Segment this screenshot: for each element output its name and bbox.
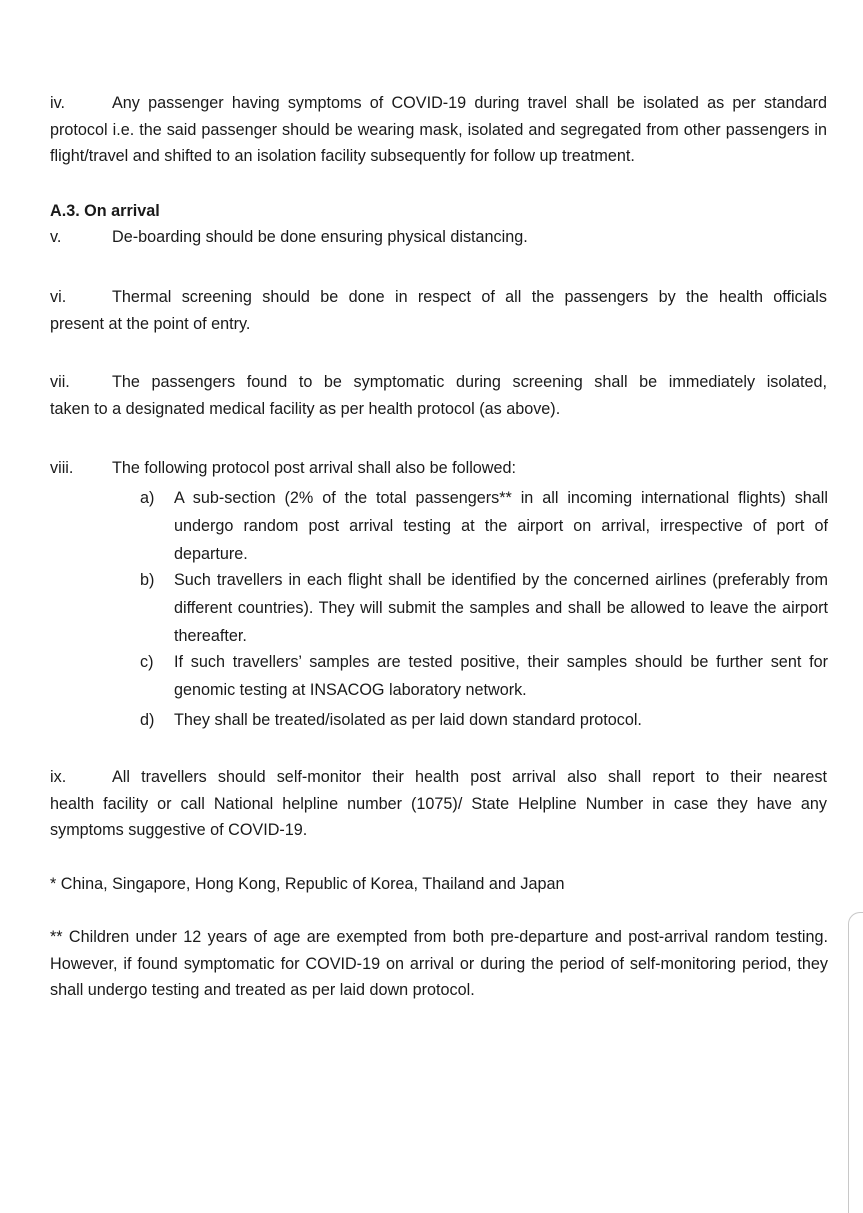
- item-first-line: The following protocol post arrival shall also be followed:: [112, 459, 516, 477]
- subitem-a: [140, 484, 828, 568]
- subitem-c: [140, 648, 828, 704]
- paragraph-v: [50, 224, 827, 251]
- item-first-line: Any passenger having symptoms of COVID-19 during travel shall be isolated as per standard: [112, 94, 827, 112]
- item-continuation: protocol i.e. the said passenger should be wearing mask, isolated and segregated from other passengers in flight/travel and shifted to an isolation facility subsequently for follow up treatment.: [50, 120, 827, 165]
- item-first-line: The passengers found to be symptomatic during screening shall be immediately isolated,: [112, 373, 827, 391]
- subitem-letter: b): [140, 571, 155, 589]
- paragraph-vi: [50, 284, 827, 337]
- item-number: viii.: [50, 459, 74, 477]
- footnote-double-star: ** Children under 12 years of age are exempted from both pre-departure and post-arrival random testing. However, if found symptomatic for COVID-19 on arrival or during the period of self-monitoring period, they shall undergo testing and treated as per laid down protocol.: [50, 928, 828, 999]
- item-number: iv.: [50, 94, 65, 112]
- subitem-letter: c): [140, 653, 154, 671]
- item-continuation: present at the point of entry.: [50, 314, 251, 333]
- subitem-text: A sub-section (2% of the total passengers** in all incoming international flights) shall undergo random post arrival testing at the airport on arrival, irrespective of port of departure.: [174, 489, 828, 563]
- subitem-text: Such travellers in each flight shall be identified by the concerned airlines (preferably from different countries). They will submit the samples and shall be allowed to leave the airport thereafter.: [174, 571, 828, 645]
- paragraph-viii: [50, 455, 827, 482]
- subitem-text: If such travellers’ samples are tested positive, their samples should be further sent for genomic testing at INSACOG laboratory network.: [174, 653, 828, 699]
- item-continuation: taken to a designated medical facility as per health protocol (as above).: [50, 399, 561, 418]
- subitem-text: They shall be treated/isolated as per laid down standard protocol.: [174, 711, 642, 729]
- subitem-b: [140, 566, 828, 650]
- paragraph-ix: [50, 764, 827, 844]
- item-number: v.: [50, 228, 62, 246]
- item-first-line: De-boarding should be done ensuring physical distancing.: [112, 228, 528, 246]
- item-first-line: Thermal screening should be done in respect of all the passengers by the health officials: [112, 288, 827, 306]
- subitem-letter: a): [140, 489, 155, 507]
- item-number: vi.: [50, 288, 67, 306]
- paragraph-vii: [50, 369, 827, 422]
- subitem-letter: d): [140, 711, 155, 729]
- paragraph-iv: [50, 90, 827, 170]
- footnote-single-star: * China, Singapore, Hong Kong, Republic of Korea, Thailand and Japan: [50, 875, 565, 893]
- subitem-d: [140, 706, 828, 734]
- item-first-line: All travellers should self-monitor their health post arrival also shall report to their nearest: [112, 768, 827, 786]
- item-number: vii.: [50, 373, 70, 391]
- page-curl-edge: [848, 912, 863, 1213]
- item-continuation: health facility or call National helpline number (1075)/ State Helpline Number in case they have any symptoms suggestive of COVID-19.: [50, 794, 827, 839]
- item-number: ix.: [50, 768, 67, 786]
- section-heading: A.3. On arrival: [50, 202, 160, 220]
